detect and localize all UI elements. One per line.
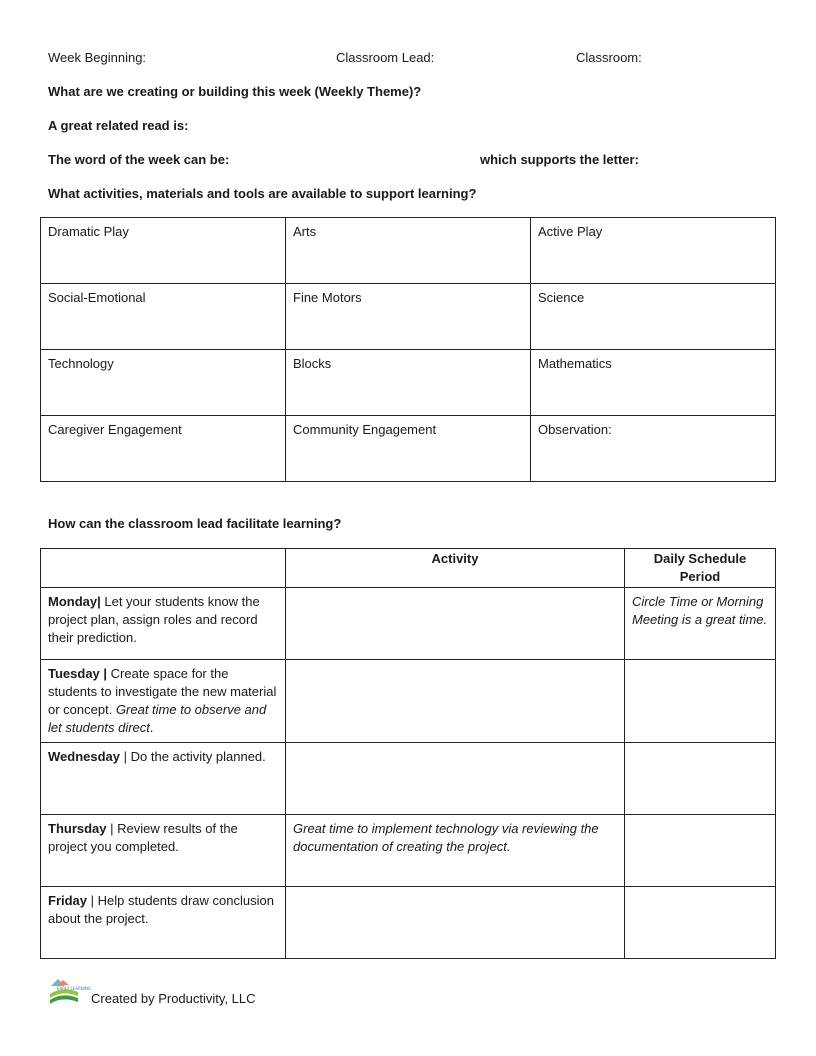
day-description-tail: . [149, 720, 154, 735]
activity-cell[interactable] [531, 350, 776, 416]
cell-label: Caregiver Engagement [48, 422, 182, 437]
activity-cell[interactable] [286, 588, 625, 660]
cell-label: Science [538, 290, 585, 305]
activity-cell[interactable] [531, 284, 776, 350]
activity-cell[interactable] [286, 284, 531, 350]
footer [48, 972, 348, 1012]
table-row [41, 416, 776, 482]
day-cell[interactable] [41, 743, 286, 815]
schedule-table [40, 548, 776, 959]
day-separator: | [87, 893, 95, 908]
cell-label: Arts [293, 224, 317, 239]
table-row [41, 743, 776, 815]
activity-cell[interactable] [531, 416, 776, 482]
facilitate-prompt: How can the classroom lead facilitate learning? [48, 516, 342, 531]
day-description: Help students draw conclusion about the project. [48, 893, 274, 926]
day-description: Do the activity planned. [127, 749, 266, 764]
classroom-lead-label: Classroom Lead: [336, 50, 435, 65]
table-row [41, 588, 776, 660]
day-description: Review results of the project you completed. [48, 821, 238, 854]
day-name: Friday [48, 893, 88, 908]
period-cell[interactable] [625, 887, 776, 959]
svg-text:EARLY LEARNING: EARLY LEARNING [57, 986, 91, 991]
day-description-italic: Great time to observe and let students direct [48, 702, 267, 735]
word-of-week-question: The word of the week can be: [48, 152, 230, 167]
period-cell[interactable] [625, 660, 776, 743]
activity-cell[interactable] [531, 218, 776, 284]
day-cell[interactable] [41, 887, 286, 959]
header-day [41, 549, 286, 588]
day-name: Thursday [48, 821, 107, 836]
productivity-logo-icon [48, 974, 91, 1006]
header-activity: Activity [286, 549, 625, 588]
day-description: Let your students know the project plan, assign roles and record their prediction. [48, 594, 260, 645]
table-row [41, 815, 776, 887]
day-cell[interactable] [41, 588, 286, 660]
day-name: Tuesday [48, 666, 100, 681]
header-period: Daily Schedule Period [625, 549, 776, 588]
period-cell[interactable] [625, 815, 776, 887]
footer-text: Created by Productivity, LLC [91, 991, 256, 1006]
table-row [41, 284, 776, 350]
table-row [41, 887, 776, 959]
cell-label: Dramatic Play [48, 224, 129, 239]
day-cell[interactable] [41, 660, 286, 743]
related-read-question: A great related read is: [48, 118, 189, 133]
cell-label: Blocks [293, 356, 332, 371]
cell-label: Technology [48, 356, 114, 371]
weekly-theme-question: What are we creating or building this week (Weekly Theme)? [48, 84, 422, 99]
table-row [41, 218, 776, 284]
activity-cell[interactable] [286, 743, 625, 815]
activity-cell[interactable] [41, 218, 286, 284]
day-cell[interactable] [41, 815, 286, 887]
period-cell[interactable] [625, 743, 776, 815]
table-row [41, 660, 776, 743]
activity-cell[interactable] [286, 887, 625, 959]
cell-label: Active Play [538, 224, 603, 239]
activity-cell[interactable]: Great time to implement technology via reviewing the documentation of creating the project. [286, 815, 625, 887]
activity-cell[interactable] [286, 218, 531, 284]
cell-label: Observation: [538, 422, 612, 437]
cell-label: Community Engagement [293, 422, 437, 437]
activity-cell[interactable] [286, 660, 625, 743]
supports-letter-question: which supports the letter: [480, 152, 639, 167]
week-beginning-label: Week Beginning: [48, 50, 147, 65]
day-name: Wednesday [48, 749, 121, 764]
cell-label: Social-Emotional [48, 290, 146, 305]
activity-cell[interactable] [41, 350, 286, 416]
cell-label: Fine Motors [293, 290, 362, 305]
day-separator: | [97, 594, 101, 609]
activities-prompt: What activities, materials and tools are available to support learning? [48, 186, 477, 201]
cell-label: Mathematics [538, 356, 612, 371]
day-name: Monday [48, 594, 98, 609]
activity-cell[interactable] [286, 350, 531, 416]
period-cell[interactable]: Circle Time or Morning Meeting is a great time. [625, 588, 776, 660]
activity-cell[interactable] [41, 416, 286, 482]
activities-table [40, 217, 776, 482]
day-separator: | [106, 821, 114, 836]
activity-cell[interactable] [41, 284, 286, 350]
classroom-label: Classroom: [576, 50, 642, 65]
activity-cell[interactable] [286, 416, 531, 482]
day-separator: | [120, 749, 128, 764]
day-description: Create space for the students to investigate the new material or concept. [48, 666, 277, 717]
day-separator: | [99, 666, 108, 681]
table-row [41, 350, 776, 416]
table-header-row [41, 549, 776, 588]
